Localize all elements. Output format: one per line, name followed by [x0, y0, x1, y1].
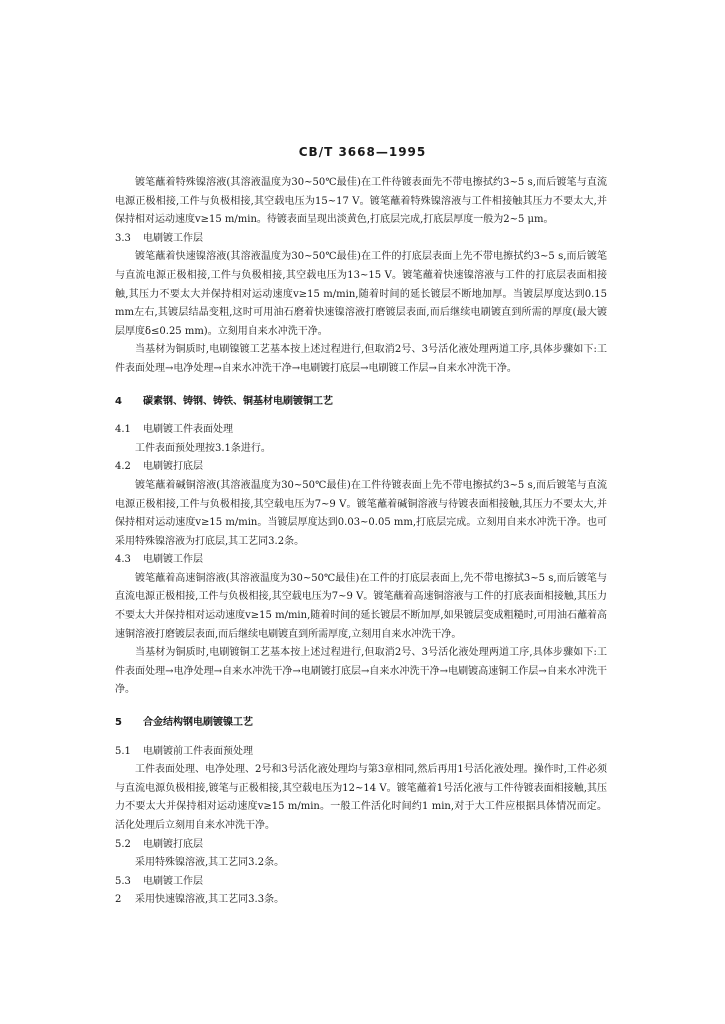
section-4-heading — [115, 393, 607, 412]
section-number: 5.1 — [115, 745, 131, 757]
paragraph-4-3-a: 镀笔蘸着高速铜溶液(其溶液温度为30~50℃最佳)在工件的打底层表面上,先不带电擦拭3~5 s,而后镀笔与直流电源正极相接,工件与负极相接,其空载电压为7~9 V。镀笔蘸着高速铜溶液与工件的打底表面相接触,其压力不要太大并保持相对运动速度v≥15 m/min,随着时间的延长镀层不断加厚,如果镀层变成粗糙时,可用油石蘸着高速铜溶液打磨镀层表面,而后继续电刷镀直到所需厚度,立刻用自来水冲洗干净。 — [115, 572, 607, 640]
section-5-1-heading — [115, 743, 607, 762]
paragraph-3-3-a: 镀笔蘸着快速镍溶液(其溶液温度为30~50℃最佳)在工件的打底层表面上先不带电擦拭约3~5 s,而后镀笔与直流电源正极相接,工件与负极相接,其空载电压为13~15 V。镀笔蘸着快速镍溶液与工件的打底层表面相接触,其压力不要太大并保持相对运动速度v≥15 m/min,随着时间的延长镀层不断地加厚。当镀层厚度达到0.15 mm左右,其镀层结晶变粗,这时可用油石磨着快速镍溶液打磨镀层表面,而后继续电刷镀直到所需的厚度(最大镀层厚度δ≤0.25 mm)。立刻用自来水冲洗干净。 — [115, 251, 607, 337]
section-number: 5.2 — [115, 838, 131, 850]
section-4-3-heading — [115, 551, 607, 570]
section-title: 合金结构钢电刷镀镍工艺 — [143, 717, 253, 729]
section-4-2-heading — [115, 458, 607, 477]
section-3-3-heading — [115, 230, 607, 249]
section-number: 5.3 — [115, 875, 131, 887]
section-title: 电刷镀前工件表面预处理 — [143, 745, 253, 757]
paragraph-5-2: 采用特殊镍溶液,其工艺同3.2条。 — [135, 857, 285, 869]
section-number: 4.3 — [115, 554, 131, 566]
section-number: 4.1 — [115, 424, 131, 436]
section-number: 5 — [115, 717, 122, 729]
paragraph-5-3: 采用快速镍溶液,其工艺同3.3条。 — [135, 894, 285, 906]
section-number: 3.3 — [115, 232, 131, 244]
section-title: 电刷镀工作层 — [143, 875, 203, 887]
paragraph-3-3-b: 当基材为铜质时,电刷镍镀工艺基本按上述过程进行,但取消2号、3号活化液处理两道工序,具体步骤如下:工件表面处理→电净处理→自来水冲洗干净→电刷镀打底层→电刷镀工作层→自来水冲洗干净。 — [115, 344, 607, 374]
section-title: 电刷镀打底层 — [143, 461, 203, 473]
section-title: 电刷镀工作层 — [143, 232, 203, 244]
section-title: 电刷镀工作层 — [143, 554, 203, 566]
paragraph-5-1: 工件表面处理、电净处理、2号和3号活化液处理均与第3章相同,然后再用1号活化液处理。操作时,工件必须与直流电源负极相接,镀笔与正极相接,其空载电压为12~14 V。镀笔蘸着1号活化液与工件待镀表面相接触,其压力不要太大并保持相对运动速度v≥15 m/min。一般工件活化时间约1 min,对于大工件应根据具体情况而定。活化处理后立刻用自来水冲洗干净。 — [115, 764, 607, 831]
section-number: 4.2 — [115, 461, 131, 473]
section-title: 电刷镀打底层 — [143, 838, 203, 850]
section-number: 4 — [115, 395, 122, 407]
section-title: 电刷镀工件表面处理 — [143, 424, 233, 436]
paragraph-4-3-b: 当基材为铜质时,电刷镀铜工艺基本按上述过程进行,但取消2号、3号活化液处理两道工序,具体步骤如下:工件表面处理→电净处理→自来水冲洗干净→电刷镀打底层→自来水冲洗干净→电刷镀高速铜工作层→自来水冲洗干净。 — [115, 647, 607, 696]
section-title: 碳素钢、铸钢、铸铁、铜基材电刷镀铜工艺 — [143, 395, 333, 407]
section-5-3-heading — [115, 873, 607, 892]
document-body — [115, 174, 607, 910]
page-number: 2 — [115, 894, 122, 905]
section-5-heading — [115, 714, 607, 733]
paragraph-4-2: 镀笔蘸着碱铜溶液(其溶液温度为30~50℃最佳)在工件待镀表面上先不带电擦拭约3~5 s,而后镀笔与直流电源正极相接,工件与负极相接,其空载电压为7~9 V。镀笔蘸着碱铜溶液与待镀表面相接触,其压力不要太大,并保持相对运动速度v≥15 m/min。当镀层厚度达到0.03~0.05 mm,打底层完成。立刻用自来水冲洗干净。也可采用特殊镍溶液为打底层,其工艺同3.2条。 — [115, 479, 607, 547]
paragraph-intro: 镀笔蘸着特殊镍溶液(其溶液温度为30~50℃最佳)在工件待镀表面先不带电擦拭约3~5 s,而后镀笔与直流电源正极相接,工件与负极相接,其空载电压为15~17 V。镀笔蘸着特殊镍溶液与工件相接触其压力不要太大,并保持相对运动速度v≥15 m/min。待镀表面呈现出淡黄色,打底层完成,打底层厚度一般为2~5 μm。 — [115, 177, 607, 226]
standard-code-header: CB/T 3668—1995 — [298, 145, 427, 159]
section-4-1-heading — [115, 421, 607, 440]
paragraph-4-1: 工件表面预处理按3.1条进行。 — [135, 442, 271, 454]
section-5-2-heading — [115, 836, 607, 855]
